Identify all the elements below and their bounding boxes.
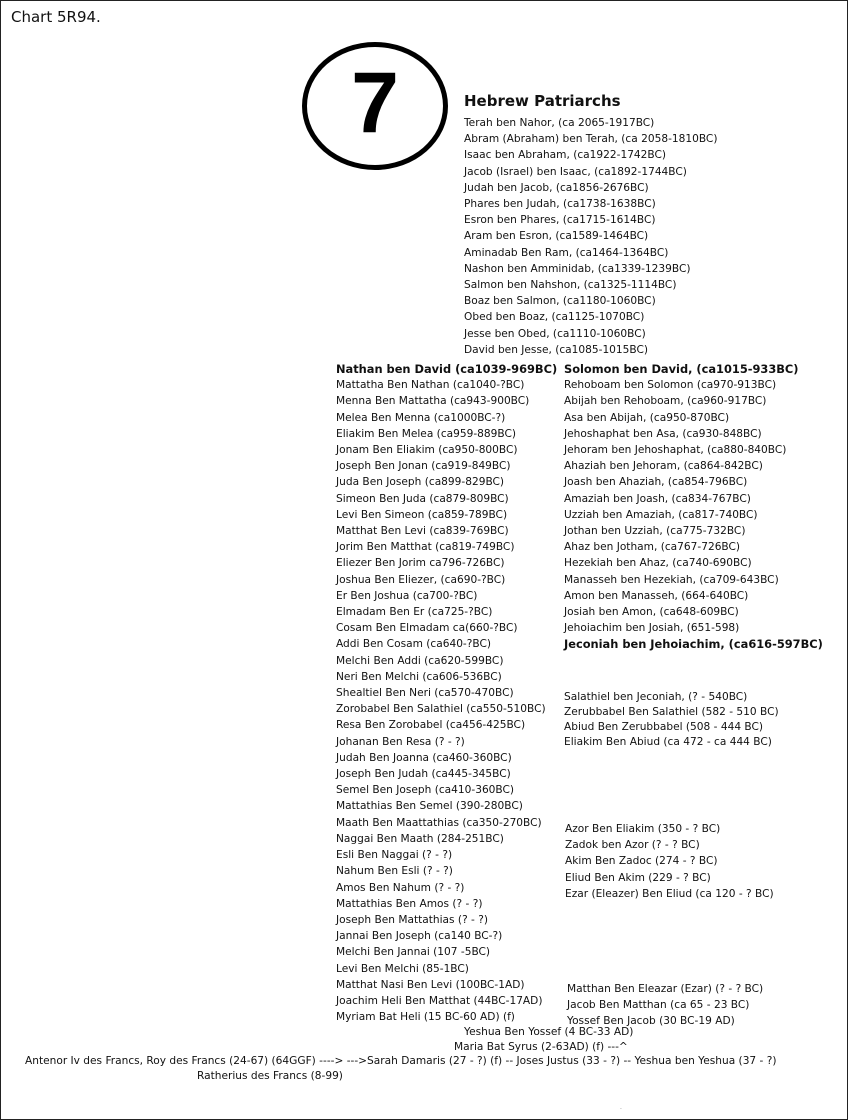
- list-item: Azor Ben Eliakim (350 - ? BC): [565, 823, 721, 835]
- list-item: Ezar (Eleazer) Ben Eliud (ca 120 - ? BC): [565, 887, 774, 900]
- list-item: Simeon Ben Juda (ca879-809BC): [336, 492, 509, 505]
- list-item: Abijah ben Rehoboam, (ca960-917BC): [564, 395, 767, 408]
- list-item: Nahum Ben Esli (? - ?): [336, 865, 453, 878]
- list-item: Zadok ben Azor (? - ? BC): [565, 839, 700, 852]
- yeshua-entry: Yeshua Ben Yossef (4 BC-33 AD): [464, 1026, 634, 1038]
- list-item: Juda Ben Joseph (ca899-829BC): [336, 476, 505, 489]
- list-item: Jacob Ben Matthan (ca 65 - 23 BC): [567, 999, 750, 1012]
- list-item: Amaziah ben Joash, (ca834-767BC): [564, 492, 751, 505]
- list-item: Levi Ben Melchi (85-1BC): [336, 962, 469, 975]
- list-item: Jothan ben Uzziah, (ca775-732BC): [564, 525, 746, 538]
- nathan-lineage: [336, 361, 556, 1025]
- lineage-head: Nathan ben David (ca1039-969BC): [336, 362, 558, 376]
- patriarchs-list: [464, 115, 718, 358]
- list-item: Jesse ben Obed, (ca1110-1060BC): [464, 327, 646, 340]
- list-item: Asa ben Abijah, (ca950-870BC): [564, 411, 730, 424]
- list-item: Rehoboam ben Solomon (ca970-913BC): [564, 379, 777, 392]
- list-item: Matthat Ben Levi (ca839-769BC): [336, 525, 509, 538]
- list-item: Aram ben Esron, (ca1589-1464BC): [464, 230, 649, 243]
- list-item: Naggai Ben Maath (284-251BC): [336, 832, 504, 845]
- list-item: Menna Ben Mattatha (ca943-900BC): [336, 395, 530, 408]
- list-item: Judah Ben Joanna (ca460-360BC): [336, 751, 512, 764]
- list-item: Boaz ben Salmon, (ca1180-1060BC): [464, 295, 656, 308]
- list-item: Eliakim Ben Melea (ca959-889BC): [336, 427, 517, 440]
- list-item: Mattathias Ben Amos (? - ?): [336, 897, 483, 910]
- list-item: Mattatha Ben Nathan (ca1040-?BC): [336, 379, 525, 392]
- list-item: Matthat Nasi Ben Levi (100BC-1AD): [336, 978, 525, 991]
- list-item: Ahaziah ben Jehoram, (ca864-842BC): [564, 460, 763, 473]
- list-item: Melea Ben Menna (ca1000BC-?): [336, 411, 506, 424]
- list-item: Resa Ben Zorobabel (ca456-425BC): [336, 719, 526, 732]
- list-item: Nashon ben Amminidab, (ca1339-1239BC): [464, 262, 691, 275]
- list-item: Neri Ben Melchi (ca606-536BC): [336, 670, 502, 683]
- list-item: Ahaz ben Jotham, (ca767-726BC): [564, 541, 741, 554]
- chart-number: 7: [351, 55, 399, 151]
- list-item: Eliakim Ben Abiud (ca 472 - ca 444 BC): [564, 736, 772, 748]
- list-item: Semel Ben Joseph (ca410-360BC): [336, 784, 515, 797]
- list-item: Obed ben Boaz, (ca1125-1070BC): [464, 311, 645, 324]
- list-item: Abram (Abraham) ben Terah, (ca 2058-1810BC): [464, 133, 718, 146]
- list-item: Zorobabel Ben Salathiel (ca550-510BC): [336, 703, 546, 716]
- matthan-lineage: [567, 981, 763, 1030]
- list-item: Jannai Ben Joseph (ca140 BC-?): [336, 930, 503, 943]
- list-item: Amos Ben Nahum (? - ?): [336, 881, 465, 894]
- list-item: Joseph Ben Mattathias (? - ?): [336, 913, 489, 926]
- list-item: Yossef Ben Jacob (30 BC-19 AD): [567, 1015, 735, 1028]
- list-item: Judah ben Jacob, (ca1856-2676BC): [464, 181, 649, 194]
- lineage-head: Solomon ben David, (ca1015-933BC): [564, 362, 799, 376]
- salathiel-lineage: [564, 690, 779, 750]
- list-item: Aminadab Ben Ram, (ca1464-1364BC): [464, 246, 669, 259]
- list-item: Esron ben Phares, (ca1715-1614BC): [464, 214, 656, 227]
- list-item: Zerubbabel Ben Salathiel (582 - 510 BC): [564, 706, 779, 718]
- list-item: Johanan Ben Resa (? - ?): [336, 735, 465, 748]
- list-item: Amon ben Manasseh, (664-640BC): [564, 589, 749, 602]
- list-item: Addi Ben Cosam (ca640-?BC): [336, 638, 491, 651]
- list-item: Terah ben Nahor, (ca 2065-1917BC): [464, 117, 655, 129]
- lineage-tail: Jeconiah ben Jehoiachim, (ca616-597BC): [564, 637, 823, 652]
- list-item: Joachim Heli Ben Matthat (44BC-17AD): [336, 994, 543, 1007]
- list-item: Mattathias Ben Semel (390-280BC): [336, 800, 523, 813]
- list-item: Elmadam Ben Er (ca725-?BC): [336, 606, 493, 619]
- list-item: Jacob (Israel) ben Isaac, (ca1892-1744BC): [464, 165, 687, 178]
- list-item: Cosam Ben Elmadam ca(660-?BC): [336, 622, 518, 635]
- list-item: Maath Ben Maattathias (ca350-270BC): [336, 816, 542, 829]
- chart-id: Chart 5R94.: [11, 8, 101, 26]
- list-item: Salmon ben Nahshon, (ca1325-1114BC): [464, 279, 677, 292]
- list-item: Joseph Ben Jonan (ca919-849BC): [336, 460, 511, 473]
- list-item: Eliezer Ben Jorim ca796-726BC): [336, 557, 505, 570]
- scan-dot: .: [620, 1104, 622, 1111]
- azor-lineage: [565, 821, 774, 902]
- list-item: Jehoiachim ben Josiah, (651-598): [564, 622, 740, 635]
- ratherius-entry: Ratherius des Francs (8-99): [197, 1070, 343, 1082]
- list-item: Jehoram ben Jehoshaphat, (ca880-840BC): [564, 444, 787, 457]
- list-item: Jorim Ben Matthat (ca819-749BC): [336, 541, 515, 554]
- list-item: Joseph Ben Judah (ca445-345BC): [336, 768, 511, 781]
- section-title: Hebrew Patriarchs: [464, 92, 621, 110]
- list-item: Jonam Ben Eliakim (ca950-800BC): [336, 444, 518, 457]
- list-item: Salathiel ben Jeconiah, (? - 540BC): [564, 691, 748, 703]
- list-item: Akim Ben Zadoc (274 - ? BC): [565, 855, 718, 868]
- list-item: Myriam Bat Heli (15 BC-60 AD) (f): [336, 1011, 515, 1024]
- solomon-lineage: [564, 361, 823, 653]
- list-item: David ben Jesse, (ca1085-1015BC): [464, 343, 649, 356]
- list-item: Joash ben Ahaziah, (ca854-796BC): [564, 476, 748, 489]
- list-item: Isaac ben Abraham, (ca1922-1742BC): [464, 149, 667, 162]
- list-item: Er Ben Joshua (ca700-?BC): [336, 589, 478, 602]
- list-item: Shealtiel Ben Neri (ca570-470BC): [336, 687, 514, 700]
- antenor-entry: Antenor Iv des Francs, Roy des Francs (24-67) (64GGF) ----> --->Sarah Damaris (27 - ?) (f) -- Joses Justus (33 - ?) -- Yeshua ben Yeshua (37 - ?): [25, 1055, 777, 1067]
- list-item: Manasseh ben Hezekiah, (ca709-643BC): [564, 573, 779, 586]
- list-item: Melchi Ben Addi (ca620-599BC): [336, 654, 504, 667]
- list-item: Joshua Ben Eliezer, (ca690-?BC): [336, 573, 506, 586]
- maria-entry: Maria Bat Syrus (2-63AD) (f) ---^: [454, 1041, 628, 1053]
- list-item: Jehoshaphat ben Asa, (ca930-848BC): [564, 427, 762, 440]
- list-item: Levi Ben Simeon (ca859-789BC): [336, 508, 508, 521]
- chart-number-circle: [302, 42, 448, 170]
- list-item: Matthan Ben Eleazar (Ezar) (? - ? BC): [567, 983, 764, 995]
- list-item: Hezekiah ben Ahaz, (ca740-690BC): [564, 557, 752, 570]
- list-item: Eliud Ben Akim (229 - ? BC): [565, 871, 711, 884]
- list-item: Esli Ben Naggai (? - ?): [336, 849, 453, 862]
- list-item: Melchi Ben Jannai (107 -5BC): [336, 946, 491, 959]
- list-item: Abiud Ben Zerubbabel (508 - 444 BC): [564, 721, 764, 733]
- list-item: Uzziah ben Amaziah, (ca817-740BC): [564, 508, 758, 521]
- list-item: Josiah ben Amon, (ca648-609BC): [564, 606, 739, 619]
- list-item: Phares ben Judah, (ca1738-1638BC): [464, 198, 656, 211]
